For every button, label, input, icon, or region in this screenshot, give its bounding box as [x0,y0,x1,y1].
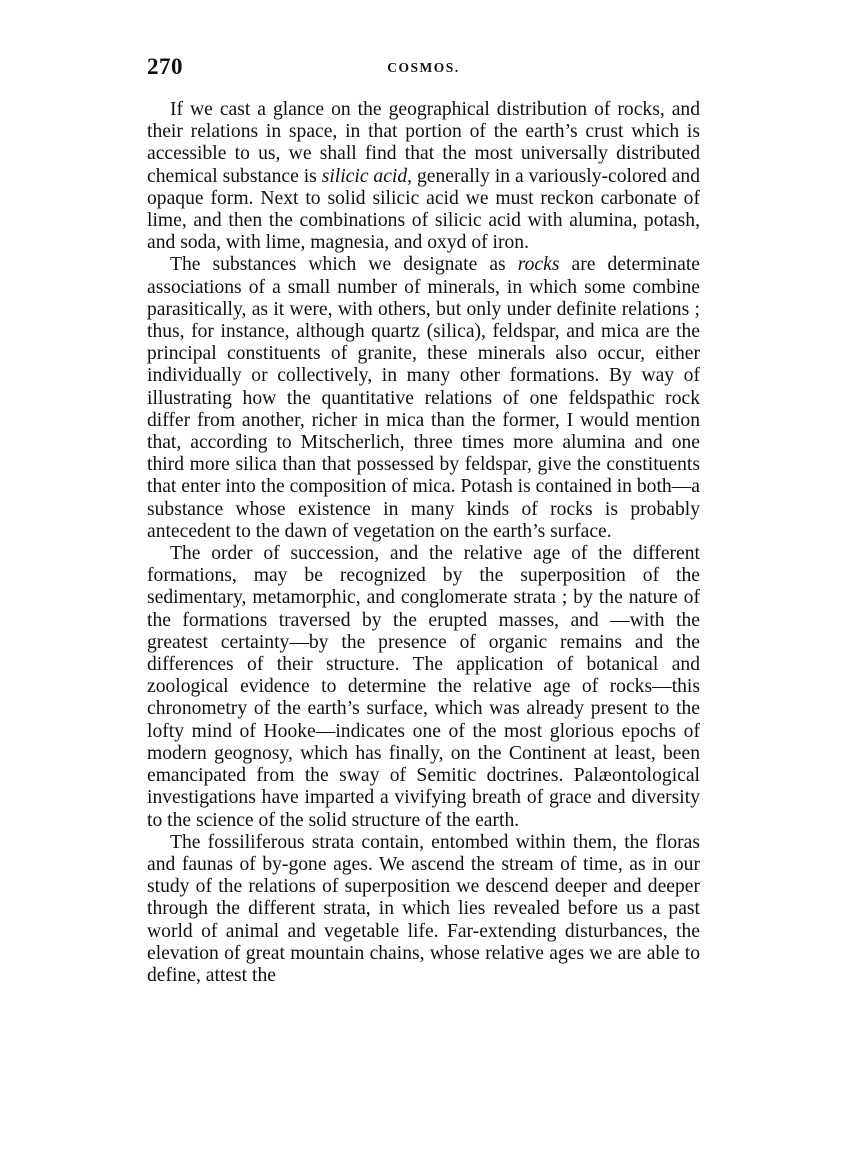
page-header [147,54,700,88]
text-segment: generally in a variously-colored and opaque form. Next to solid silicic acid we must reckon carbonate of lime, and then the combinations of silicic acid with alumina, potash, and soda, with lime, magnesia, and oxyd of iron. [147,165,701,254]
body-text [147,99,700,987]
page-number: 270 [147,54,183,79]
text-segment: are determinate associations of a small number of minerals, in which some combine parasitically, as it were, with others, but only under definite relations ; thus, for instance, although quartz (silica), feldspar, and mica are the principal constituents of granite, these minerals also occur, either individually or collectively, in many other formations. By way of illustrating how the quantitative relations of one feldspathic rock differ from another, richer in mica than the former, I would mention that, according to Mitscherlich, three times more alumina and one third more silica than that possessed by feldspar, give the constituents that enter into the composition of mica. Potash is contained in both—a substance whose existence in many kinds of rocks is probably antecedent to the dawn of vegetation on the earth’s surface. [147,254,700,542]
running-head: COSMOS. [387,60,460,75]
paragraph [147,832,700,987]
italic-term: rocks [517,254,560,276]
paragraph [147,543,700,832]
text-segment: The order of succession, and the relative age of the different formations, may be recognized by the superposition of the sedimentary, metamorphic, and conglomerate strata ; by the nature of the formations traversed by the erupted masses, and —with the greatest certainty—by the presence of organic remains and the differences of their structure. The application of botanical and zoological evidence to determine the relative age of rocks—this chronometry of the earth’s surface, which was already present to the lofty mind of Hooke—indicates one of the most glorious epochs of modern geognosy, which has finally, on the Continent at least, been emancipated from the sway of Semitic doctrines. Palæontological investigations have imparted a vivifying breath of grace and diversity to the science of the solid structure of the earth. [147,543,700,831]
text-segment: If we cast a glance on the geographical distribution of rocks, and their relations in space, in that portion of the earth’s crust which is accessible to us, we shall find that the most universally distributed chemical substance is [147,99,700,187]
italic-term: silicic acid, [321,165,413,187]
paragraph [147,99,700,254]
text-segment: The fossiliferous strata contain, entombed within them, the floras and faunas of by-gone ages. We ascend the stream of time, as in our study of the relations of superposition we descend deeper and deeper through the different strata, in which lies revealed before us a past world of animal and vegetable life. Far-extending disturbances, the elevation of great mountain chains, whose relative ages we are able to define, attest the [147,831,700,986]
text-segment: The substances which we designate as [170,254,518,276]
paragraph [147,254,700,543]
